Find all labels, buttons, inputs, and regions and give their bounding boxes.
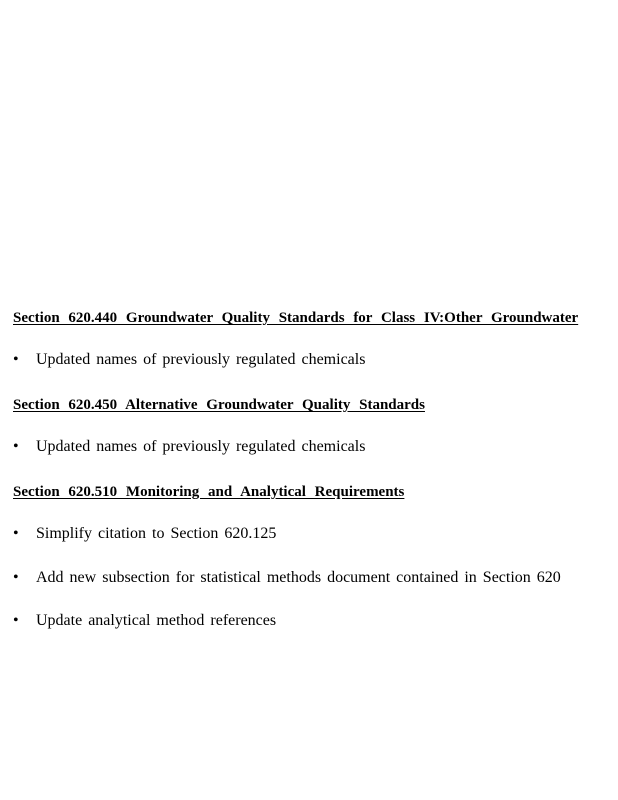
bullet-item [13, 437, 365, 457]
bullet-text: Update analytical method references [36, 612, 277, 629]
bullet-item [13, 350, 365, 370]
bullet-item [13, 611, 276, 631]
bullet-marker: • [13, 525, 19, 542]
bullet-marker: • [13, 569, 19, 586]
bullet-marker: • [13, 438, 19, 455]
bullet-marker: • [13, 351, 19, 368]
bullet-item [13, 524, 276, 544]
section-heading-620-450: Section 620.450 Alternative Groundwater Quality Standards [13, 397, 425, 413]
bullet-marker: • [13, 612, 19, 629]
bullet-item [13, 568, 561, 588]
bullet-text: Updated names of previously regulated chemicals [36, 351, 366, 368]
section-heading-620-510: Section 620.510 Monitoring and Analytical Requirements [13, 484, 405, 500]
bullet-text: Updated names of previously regulated chemicals [36, 438, 366, 455]
bullet-text: Simplify citation to Section 620.125 [36, 525, 277, 542]
section-heading-620-440: Section 620.440 Groundwater Quality Standards for Class IV:Other Groundwater [13, 310, 579, 326]
bullet-text: Add new subsection for statistical methods document contained in Section 620 [36, 569, 561, 586]
